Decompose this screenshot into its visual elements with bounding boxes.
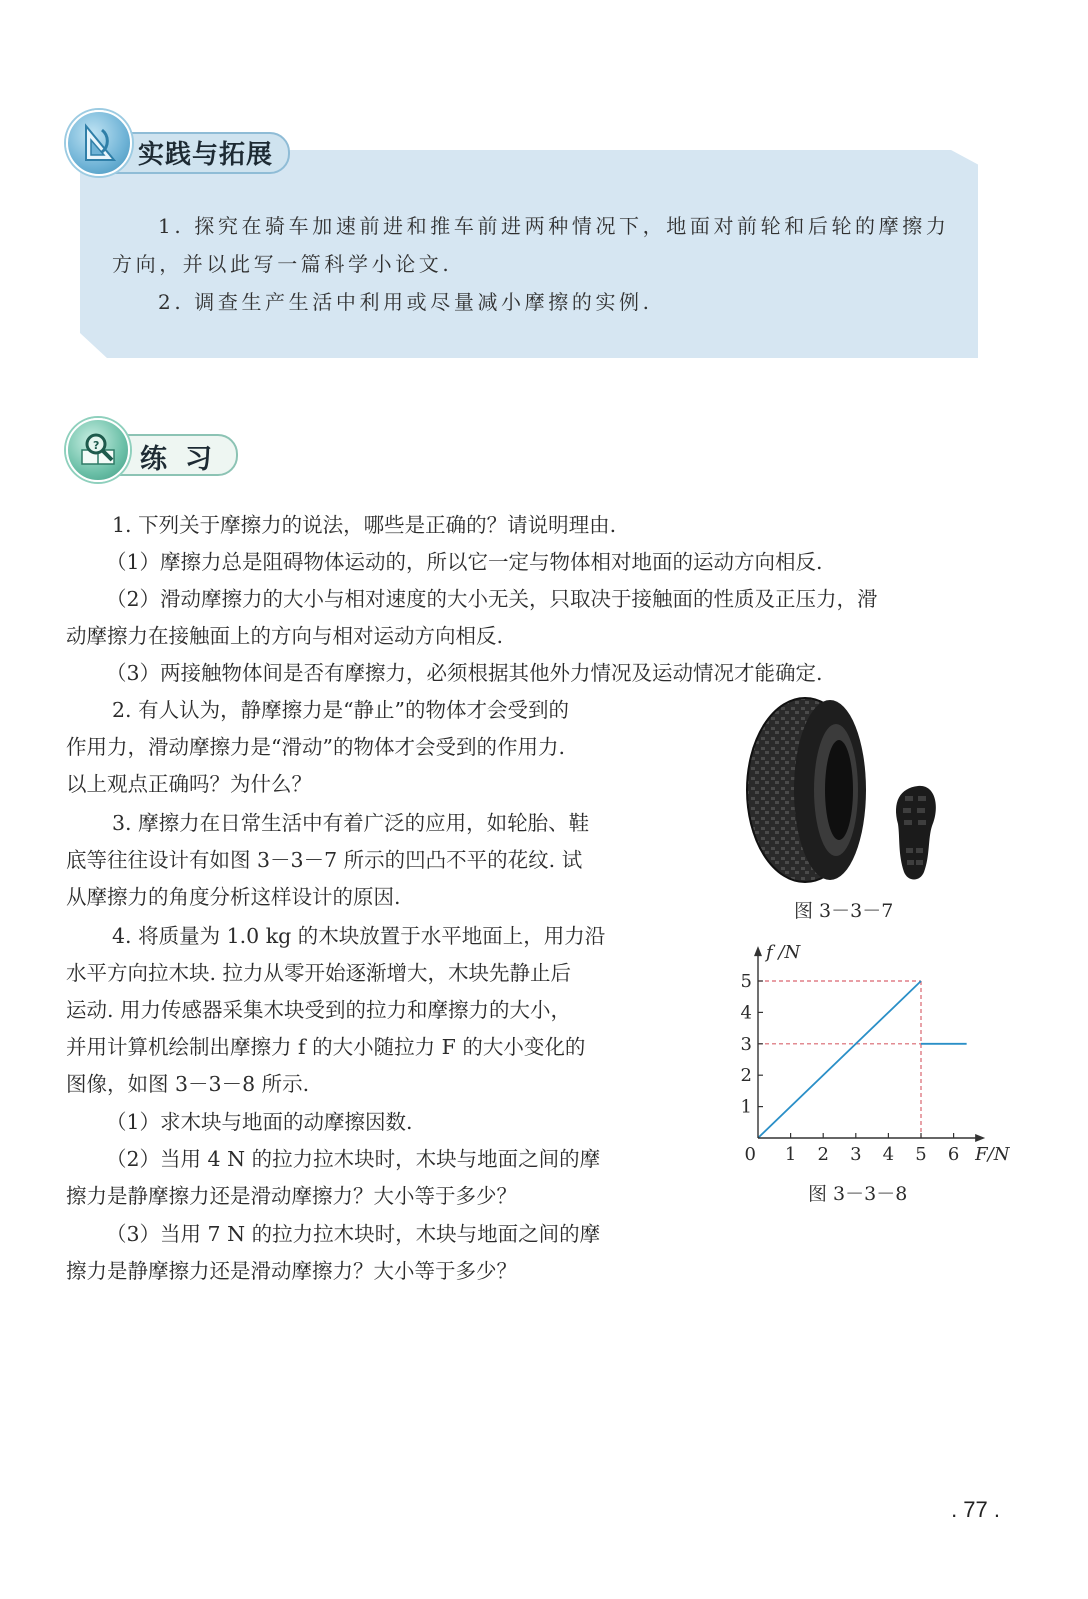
q4-sub-2-line2: 擦力是静摩擦力还是滑动摩擦力？大小等于多少？ <box>66 1184 517 1208</box>
q1-option-3: （3）两接触物体间是否有摩擦力，必须根据其他外力情况及运动情况才能确定. <box>106 661 823 685</box>
figure-tire-and-sole <box>740 696 940 888</box>
page-number: . 77 . <box>951 1497 1000 1522</box>
x-axis-title: F/N <box>975 1144 1010 1165</box>
x-tick-label-0: 0 <box>744 1144 756 1165</box>
exercise-title: 练习 <box>140 444 230 475</box>
q1-option-2-line1: （2）滑动摩擦力的大小与相对速度的大小无关，只取决于接触面的性质及正压力，滑 <box>106 587 878 611</box>
q4-line1: 4. 将质量为 1.0 kg 的木块放置于水平地面上，用力沿 <box>112 924 606 948</box>
x-tick-label-3: 3 <box>850 1144 862 1165</box>
q4-sub-2-line1: （2）当用 4 N 的拉力拉木块时，木块与地面之间的摩 <box>106 1147 601 1171</box>
q1-option-1: （1）摩擦力总是阻碍物体运动的，所以它一定与物体相对地面的运动方向相反. <box>106 550 823 574</box>
q4-sub-3-line2: 擦力是静摩擦力还是滑动摩擦力？大小等于多少？ <box>66 1259 517 1283</box>
q4-line5: 图像，如图 3－3－8 所示. <box>66 1072 310 1096</box>
x-tick-label-4: 4 <box>882 1144 895 1165</box>
y-tick-label-3: 3 <box>740 1033 752 1055</box>
q2-line3: 以上观点正确吗？为什么？ <box>66 772 312 796</box>
q1-stem: 1. 下列关于摩擦力的说法，哪些是正确的？请说明理由. <box>112 513 617 537</box>
practice-item-1-line1: 1. 探究在骑车加速前进和推车前进两种情况下，地面对前轮和后轮的摩擦力 <box>158 214 950 238</box>
y-tick-label-1: 1 <box>740 1096 752 1118</box>
figure-3-3-7-caption: 图 3－3－7 <box>794 900 894 922</box>
q2-line1: 2. 有人认为，静摩擦力是“静止”的物体才会受到的 <box>112 698 570 722</box>
q3-line3: 从摩擦力的角度分析这样设计的原因. <box>66 885 401 909</box>
figure-3-3-8-caption: 图 3－3－8 <box>808 1183 908 1205</box>
series-line-static <box>758 981 921 1138</box>
q1-option-2-line2: 动摩擦力在接触面上的方向与相对运动方向相反. <box>66 624 504 648</box>
friction-chart <box>730 930 1010 1166</box>
y-tick-label-5: 5 <box>740 971 752 992</box>
practice-badge <box>66 110 132 176</box>
shoe-sole-image <box>896 786 936 880</box>
x-axis-arrow <box>975 1134 985 1142</box>
svg-text:?: ? <box>93 439 100 452</box>
q3-line1: 3. 摩擦力在日常生活中有着广泛的应用，如轮胎、鞋 <box>112 811 590 835</box>
y-tick-label-4: 4 <box>740 1002 752 1024</box>
set-square-icon <box>68 112 130 174</box>
q3-line2: 底等往往设计有如图 3－3－7 所示的凹凸不平的花纹. 试 <box>66 848 583 872</box>
practice-item-1-line2: 方向，并以此写一篇科学小论文. <box>112 252 453 276</box>
practice-title: 实践与拓展 <box>138 140 274 170</box>
q4-sub-1: （1）求木块与地面的动摩擦因数. <box>106 1110 413 1134</box>
q4-line4: 并用计算机绘制出摩擦力 f 的大小随拉力 F 的大小变化的 <box>66 1035 586 1059</box>
q4-line3: 运动. 用力传感器采集木块受到的拉力和摩擦力的大小， <box>66 998 572 1022</box>
x-tick-label-6: 6 <box>947 1144 960 1165</box>
q4-line2: 水平方向拉木块. 拉力从零开始逐渐增大，木块先静止后 <box>66 961 572 985</box>
practice-item-2: 2. 调查生产生活中利用或尽量减小摩擦的实例. <box>158 290 653 314</box>
y-axis-title: f /N <box>766 942 801 964</box>
q2-line2: 作用力，滑动摩擦力是“滑动”的物体才会受到的作用力. <box>66 735 565 759</box>
x-tick-label-1: 1 <box>784 1144 797 1165</box>
y-axis-arrow <box>754 946 762 956</box>
q4-sub-3-line1: （3）当用 7 N 的拉力拉木块时，木块与地面之间的摩 <box>106 1222 601 1246</box>
exercise-badge <box>66 418 130 482</box>
magnifier-book-icon <box>68 420 128 480</box>
y-tick-label-2: 2 <box>740 1065 752 1087</box>
x-tick-label-2: 2 <box>817 1144 829 1165</box>
x-tick-label-5: 5 <box>915 1144 927 1165</box>
